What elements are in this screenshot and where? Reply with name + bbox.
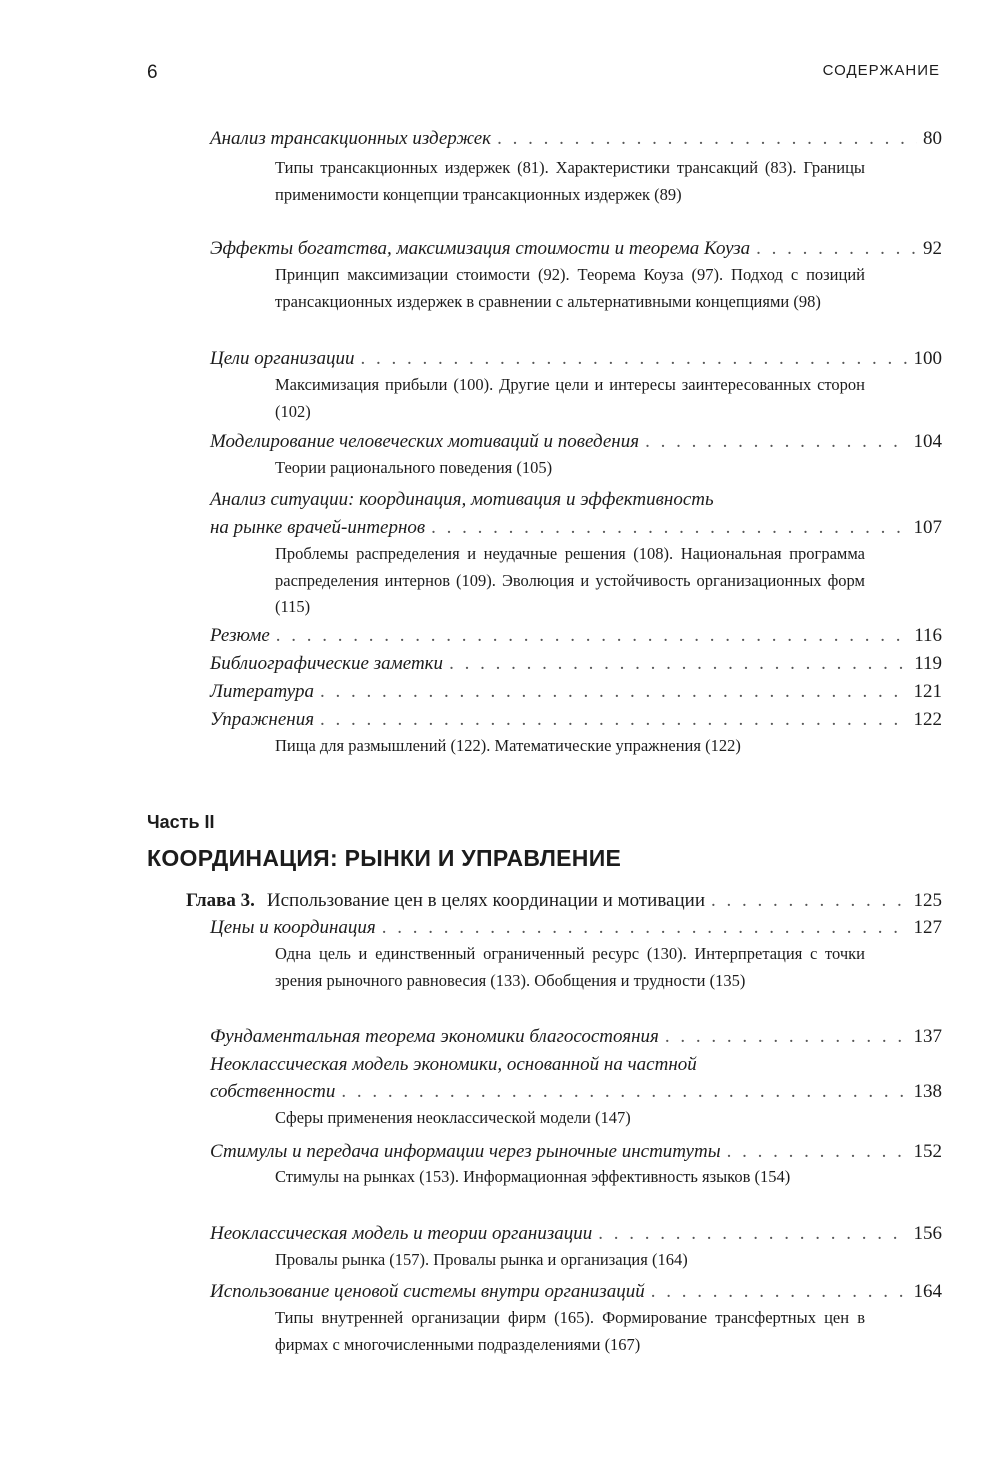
toc-entry-page: 92 <box>923 238 942 259</box>
running-title: СОДЕРЖАНИЕ <box>822 62 940 79</box>
toc-entry-title: Цены и координация <box>210 917 376 938</box>
chapter-label: Глава 3. <box>186 890 255 911</box>
toc-entry-description: Принцип максимизации стоимости (92). Теорема Коуза (97). Подход с позиций трансакционных издержек в сравнении с альтернативными концепциями (98) <box>275 265 865 311</box>
dot-leader <box>727 1138 908 1166</box>
toc-entry[interactable] <box>210 1220 942 1248</box>
toc-entry-title: Анализ трансакционных издержек <box>210 128 492 149</box>
dot-leader <box>756 235 917 263</box>
toc-entry-page: 127 <box>913 917 942 938</box>
chapter-entry[interactable] <box>186 887 942 915</box>
dot-leader <box>711 887 908 915</box>
toc-entry-page: 164 <box>913 1281 942 1302</box>
toc-entry-page: 104 <box>913 431 942 452</box>
toc-entry-page: 138 <box>913 1081 942 1102</box>
toc-entry-title: Резюме <box>210 625 270 646</box>
toc-entry-description: Максимизация прибыли (100). Другие цели и интересы заинтересованных сторон (102) <box>275 375 865 421</box>
toc-entry[interactable] <box>210 1023 942 1051</box>
toc-entry-page: 122 <box>913 709 942 730</box>
page-number: 6 <box>147 62 158 83</box>
toc-entry-description: Одна цель и единственный ограниченный ресурс (130). Интерпретация с точки зрения рыночного равновесия (133). Обобщения и трудности (135) <box>275 944 865 990</box>
toc-entry-page: 80 <box>923 128 942 149</box>
toc-entry-title-line[interactable]: Неоклассическая модель экономики, основанной на частной <box>210 1054 697 1075</box>
toc-entry[interactable] <box>210 514 942 542</box>
toc-entry-page: 137 <box>913 1026 942 1047</box>
dot-leader <box>360 345 907 373</box>
toc-entry-title: Моделирование человеческих мотиваций и поведения <box>210 431 640 452</box>
toc-entry-title: Эффекты богатства, максимизация стоимости и теорема Коуза <box>210 238 751 259</box>
part-title: КООРДИНАЦИЯ: РЫНКИ И УПРАВЛЕНИЕ <box>147 845 622 871</box>
dot-leader <box>449 650 908 678</box>
toc-entry-title: Фундаментальная теорема экономики благосостояния <box>210 1026 659 1047</box>
dot-leader <box>320 678 908 706</box>
toc-entry[interactable] <box>210 678 942 706</box>
toc-entry-title: собственности <box>210 1081 336 1102</box>
toc-entry-page: 152 <box>913 1141 942 1162</box>
toc-entry-title: Цели организации <box>210 348 355 369</box>
toc-entry[interactable] <box>210 914 942 942</box>
toc-entry-page: 121 <box>913 681 942 702</box>
toc-entry-description: Проблемы распределения и неудачные решения (108). Национальная программа распределения интернов (109). Эволюция и устойчивость организационных форм (115) <box>275 544 865 616</box>
dot-leader <box>320 706 907 734</box>
dot-leader <box>431 514 907 542</box>
toc-entry[interactable] <box>210 1278 942 1306</box>
toc-entry-page: 100 <box>913 348 942 369</box>
dot-leader <box>276 622 908 650</box>
toc-entry-description: Провалы рынка (157). Провалы рынка и организация (164) <box>275 1250 688 1269</box>
toc-entry[interactable] <box>210 125 942 153</box>
toc-entry[interactable] <box>210 650 942 678</box>
dot-leader <box>645 428 907 456</box>
toc-entry-description: Типы внутренней организации фирм (165). Формирование трансфертных цен в фирмах с многочисленными подразделениями (167) <box>275 1308 865 1354</box>
toc-entry-title: на рынке врачей-интернов <box>210 517 426 538</box>
dot-leader <box>382 914 908 942</box>
dot-leader <box>598 1220 907 1248</box>
chapter-title: Использование цен в целях координации и мотивации <box>266 890 705 911</box>
toc-entry-title: Неоклассическая модель и теории организации <box>210 1223 593 1244</box>
toc-entry-title: Библиографические заметки <box>210 653 444 674</box>
toc-entry[interactable] <box>210 428 942 456</box>
toc-entry-page: 119 <box>914 653 942 674</box>
toc-entry-page: 107 <box>913 517 942 538</box>
toc-entry-page: 116 <box>914 625 942 646</box>
dot-leader <box>341 1078 907 1106</box>
toc-entry-title: Литература <box>210 681 314 702</box>
toc-entry-title: Упражнения <box>210 709 315 730</box>
toc-entry-description: Типы трансакционных издержек (81). Характеристики трансакций (83). Границы применимости концепции трансакционных издержек (89) <box>275 158 865 204</box>
dot-leader <box>651 1278 908 1306</box>
toc-entry[interactable] <box>210 1078 942 1106</box>
toc-entry-title-line[interactable]: Анализ ситуации: координация, мотивация и эффективность <box>210 489 714 510</box>
toc-entry[interactable] <box>210 706 942 734</box>
chapter-page: 125 <box>913 890 942 911</box>
toc-entry-description: Стимулы на рынках (153). Информационная эффективность языков (154) <box>275 1167 791 1186</box>
toc-entry[interactable] <box>210 345 942 373</box>
toc-entry-description: Пища для размышлений (122). Математические упражнения (122) <box>275 736 741 755</box>
dot-leader <box>665 1023 908 1051</box>
toc-entry[interactable] <box>210 235 942 263</box>
dot-leader <box>497 125 917 153</box>
toc-entry-title: Стимулы и передача информации через рыночные институты <box>210 1141 721 1162</box>
toc-entry-description: Сферы применения неоклассической модели (147) <box>275 1108 631 1127</box>
toc-entry-page: 156 <box>913 1223 942 1244</box>
toc-entry[interactable] <box>210 622 942 650</box>
toc-entry-description: Теории рационального поведения (105) <box>275 458 553 477</box>
toc-entry-title: Использование ценовой системы внутри организаций <box>210 1281 645 1302</box>
toc-entry[interactable] <box>210 1138 942 1166</box>
part-label: Часть II <box>147 812 215 832</box>
